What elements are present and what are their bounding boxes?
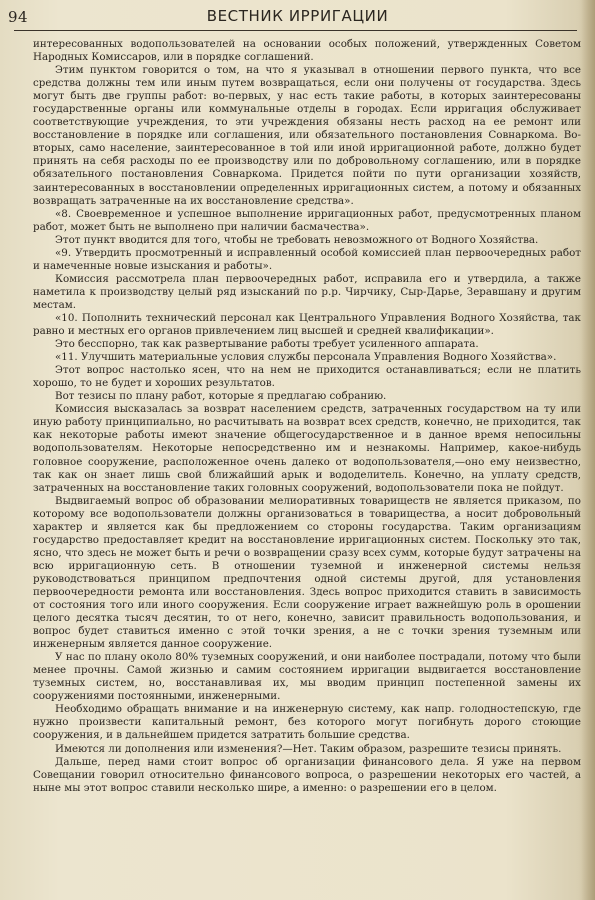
body-text [33, 38, 581, 795]
paragraph: Дальше, перед нами стоит вопрос об организации финансового дела. Я уже на первом Совещании говорил относительно финансового вопроса, о разрешении некоторых его частей, а ныне мы этот вопрос ставили несколько шире, а именно: о разрешении его в целом. [33, 755, 581, 794]
paragraph: Комиссия высказалась за возврат населением средств, затраченных государством на ту или иную работу принципиально, но расчитывать на возврат всех средств, конечно, не приходится, так как некоторые работы имеют значение общегосударственное и в данное время непосильны водопользователям. Некоторые непосредственно им и незнакомы. Например, какое-нибудь головное сооружение, расположенное очень далеко от водопользователя,—оно ему неизвестно, так как он знает лишь свой ближайший арык и вододелитель. Конечно, на уплату средств, затраченных на восстановление таких головных сооружений, водопользователи пока не пойдут. [33, 403, 581, 494]
page-spine-shadow [581, 0, 595, 900]
paragraph: «11. Улучшить материальные условия службы персонала Управления Водного Хозяйства». [55, 351, 557, 364]
paragraph: Это бесспорно, так как развертывание работы требует усиленного аппарата. [55, 338, 479, 351]
paragraph: «10. Пополнить технический персонал как Центрального Управления Водного Хозяйства, так равно и местных его органов привлечением лиц высшей и средней квалификации». [33, 311, 581, 338]
paragraph: Выдвигаемый вопрос об образовании мелиоративных товариществ не является приказом, по которому все водопользователи должны организоваться в товарищества, а носит добровольный характер и является как бы предложением со стороны государства. Таким организациям государство предоставляет кредит на восстановление ирригационных систем. Поскольку это так, ясно, что здесь не может быть и речи о возвращении сразу всех сумм, которые будут затрачены на всю ирригационную сеть. В отношении туземной и инженерной системы нельзя руководствоваться принципом предпочтения одной системы другой, для установления первоочередности ремонта или восстановления. Здесь вопрос приходится ставить в зависимость от состояния того или иного сооружения. Если сооружение играет важнейшую роль в орошении целого десятка тысяч десятин, то от него, конечно, зависит правильность водопользования, и вопрос будет ставиться именно с этой точки зрения, а не с точки зрения туземным или инженерным является данное сооружение. [33, 494, 581, 651]
paragraph: Имеются ли дополнения или изменения?—Нет. Таким образом, разрешите тезисы принять. [55, 742, 562, 755]
paragraph: Комиссия рассмотрела план первоочередных работ, исправила его и утвердила, а также наметила к производству целый ряд изысканий по р.р. Чирчику, Сыр-Дарье, Зеравшану и другим местам. [33, 272, 581, 311]
paragraph: Вот тезисы по плану работ, которые я предлагаю собранию. [55, 390, 387, 403]
paragraph: «9. Утвердить просмотренный и исправленный особой комиссией план первоочередных работ и намеченные новые изыскания и работы». [33, 246, 581, 272]
paragraph: «8. Своевременное и успешное выполнение ирригационных работ, предусмотренных планом работ, может быть не выполнено при наличии басмачества». [33, 207, 581, 233]
paragraph: У нас по плану около 80% туземных сооружений, и они наиболее пострадали, потому что были менее прочны. Самой жизнью и самим состоянием ирригации выдвигается восстановление туземных систем, но, восстанавливая их, мы вводим принцип постепенной замены их сооружениями постоянными, инженерными. [33, 651, 581, 703]
page-header [0, 0, 595, 36]
paragraph: Этот вопрос настолько ясен, что на нем не приходится останавливаться; если не платить хорошо, то не будет и хороших результатов. [33, 364, 581, 390]
paragraph: Этим пунктом говорится о том, на что я указывал в отношении первого пункта, что все средства должны тем или иным путем возвращаться, если они получены от государства. Здесь могут быть две группы работ: во-первых, у нас есть такие работы, в которых заинтересованы государственные органы или коммунальные отделы в городах. Если ирригация обслуживает соответствующие учреждения, то эти учреждения обязаны несть расход на ее ремонт или восстановление в порядке или соглашения, или обязательного постановления Совнаркома. Во-вторых, само население, заинтересованное в той или иной ирригационной работе, должно будет принять на себя расходы по ее производству или по добровольному соглашению, или в порядке обязательного постановления Совнаркома. Придется пойти по пути организации хозяйств, заинтересованных в восстановлении определенных ирригационных систем, а потому и обязанных возвращать затраченные на их восстановление средства». [33, 64, 581, 207]
paragraph: Необходимо обращать внимание и на инженерную систему, как напр. голодностепскую, где нужно произвести капитальный ремонт, без которого могут погибнуть дорого стоющие сооружения, и в дальнейшем придется затратить большие средства. [33, 703, 581, 742]
header-rule [14, 30, 577, 31]
paragraph: интересованных водопользователей на основании особых положений, утвержденных Советом Народных Комиссаров, или в порядке соглашений. [33, 38, 581, 64]
running-title: ВЕСТНИК ИРРИГАЦИИ [206, 7, 389, 25]
page-number: 94 [8, 8, 29, 26]
paragraph: Этот пункт вводится для того, чтобы не требовать невозможного от Водного Хозяйства. [55, 233, 539, 246]
